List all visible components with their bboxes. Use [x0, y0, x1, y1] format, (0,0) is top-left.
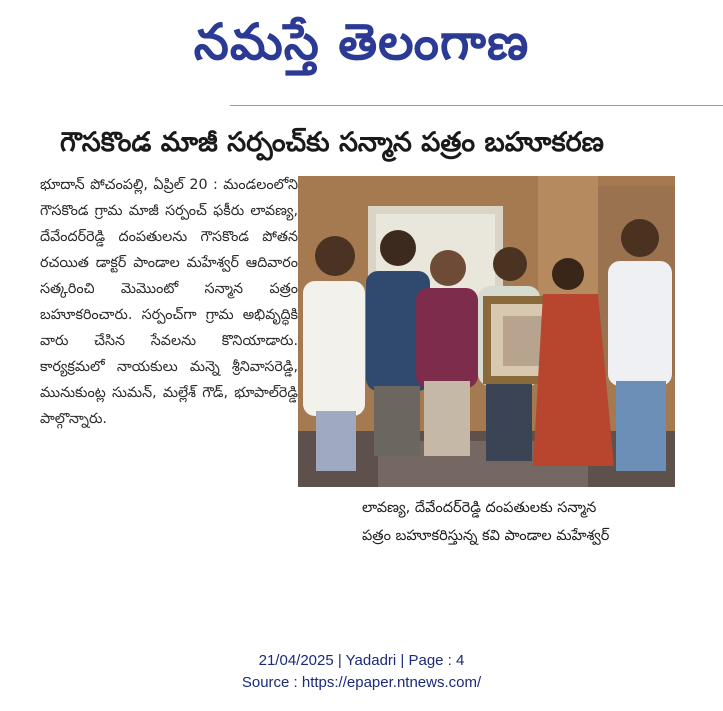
- photo-illustration: [298, 176, 675, 487]
- source-link[interactable]: Source : https://epaper.ntnews.com/: [241, 674, 482, 691]
- divider: [230, 105, 723, 106]
- caption-line-1: లావణ్య, దేవేందర్‌రెడ్డి దంపతులకు సన్మాన: [362, 500, 597, 516]
- caption-line-2: పత్రం బహూకరిస్తున్న కవి పాండాల మహేశ్వర్: [362, 528, 610, 544]
- article-photo: [298, 176, 675, 487]
- masthead: [0, 4, 723, 80]
- article-headline: గౌసకొండ మాజీ సర్పంచ్‌కు సన్మాన పత్రం బహూకరణ: [60, 127, 604, 158]
- issue-meta: 21/04/2025 | Yadadri | Page : 4: [258, 652, 465, 669]
- page-footer: [0, 650, 723, 698]
- newspaper-logo: నమస్తే తెలంగాణ: [193, 13, 530, 71]
- photo-caption: [362, 494, 682, 554]
- article-body: భూదాన్ పోచంపల్లి, ఏప్రిల్ 20 : మండలంలోని గౌసకొండ గ్రామ మాజీ సర్పంచ్ ఫకీరు లావణ్య, దేవేందర్‌రెడ్డి దంపతులను గౌసకొండ పోతన రచయిత డాక్టర్ పాండాల మహేశ్వర్ ఆదివారం సత్కరించి మెమొంటో సన్మాన పత్రం బహూకరించారు. సర్పంచ్‌గా గ్రామ అభివృద్ధికి వారు చేసిన సేవలను కొనియాడారు. కార్యక్రమలో నాయకులు మన్నె శ్రీనివాసరెడ్డి, మునుకుంట్ల సుమన్, మల్లేశ్ గౌడ్, భూపాల్‌రెడ్డి పాల్గొన్నారు.: [40, 177, 298, 427]
